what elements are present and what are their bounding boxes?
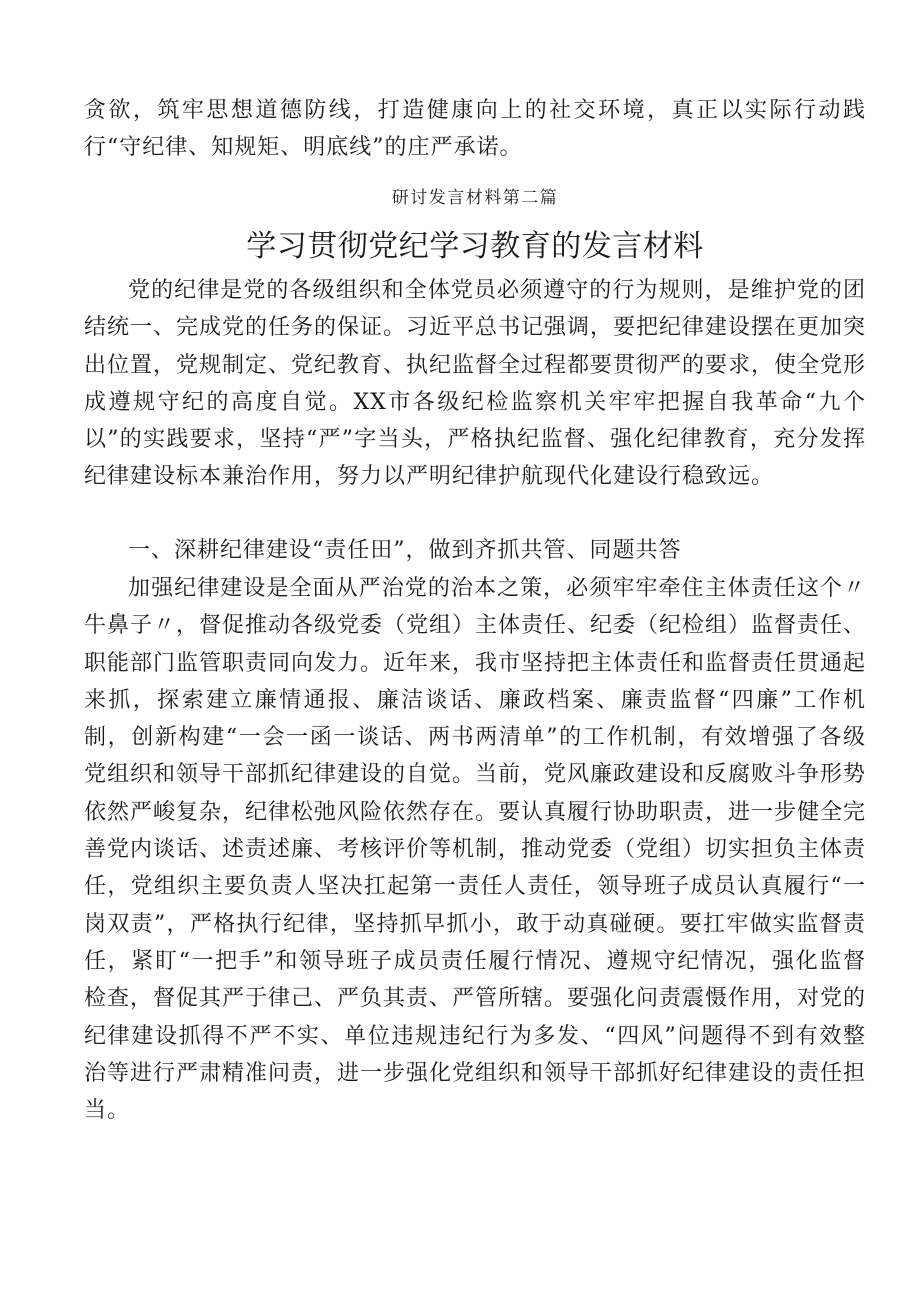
intro-paragraph: 党的纪律是党的各级组织和全体党员必须遵守的行为规则，是维护党的团结统一、完成党的任务的保证。习近平总书记强调，要把纪律建设摆在更加突出位置，党规制定、党纪教育、执纪监督全过程都要贯彻严的要求，使全党形成遵规守纪的高度自觉。XX市各级纪检监察机关牢牢把握自我革命“九个以”的实践要求，坚持“严”字当头，严格执纪监督、强化纪律教育，充分发挥纪律建设标本兼治作用，努力以严明纪律护航现代化建设行稳致远。 <box>84 278 867 490</box>
section-subtitle: 研讨发言材料第二篇 <box>391 188 559 208</box>
section-title: 学习贯彻党纪学习教育的发言材料 <box>246 229 704 264</box>
body-paragraph: 加强纪律建设是全面从严治党的治本之策，必须牢牢牵住主体责任这个〃牛鼻子〃，督促推动各级党委（党组）主体责任、纪委（纪检组）监督责任、职能部门监管职责同向发力。近年来，我市坚持把主体责任和监督责任贯通起来抓，探索建立廉情通报、廉洁谈话、廉政档案、廉责监督“四廉”工作机制，创新构建“一会一函一谈话、两书两清单”的工作机制，有效增强了各级党组织和领导干部抓纪律建设的自觉。当前，党风廉政建设和反腐败斗争形势依然严峻复杂，纪律松弛风险依然存在。要认真履行协助职责，进一步健全完善党内谈话、述责述廉、考核评价等机制，推动党委（党组）切实担负主体责任，党组织主要负责人坚决扛起第一责任人责任，领导班子成员认真履行“一岗双责”，严格执行纪律，坚持抓早抓小，敢于动真碰硬。要扛牢做实监督责任，紧盯“一把手”和领导班子成员责任履行情况、遵规守纪情况，强化监督检查，督促其严于律己、严负其责、严管所辖。要强化问责震慑作用，对党的纪律建设抓得不严不实、单位违规违纪行为多发、“四风”问题得不到有效整治等进行严肃精准问责，进一步强化党组织和领导干部抓好纪律建设的责任担当。 <box>84 576 867 1124</box>
continuation-paragraph: 贪欲，筑牢思想道德防线，打造健康向上的社交环境，真正以实际行动践行“守纪律、知规矩、明底线”的庄严承诺。 <box>84 98 866 161</box>
section-heading: 一、深耕纪律建设“责任田”，做到齐抓共管、同题共答 <box>128 538 682 563</box>
